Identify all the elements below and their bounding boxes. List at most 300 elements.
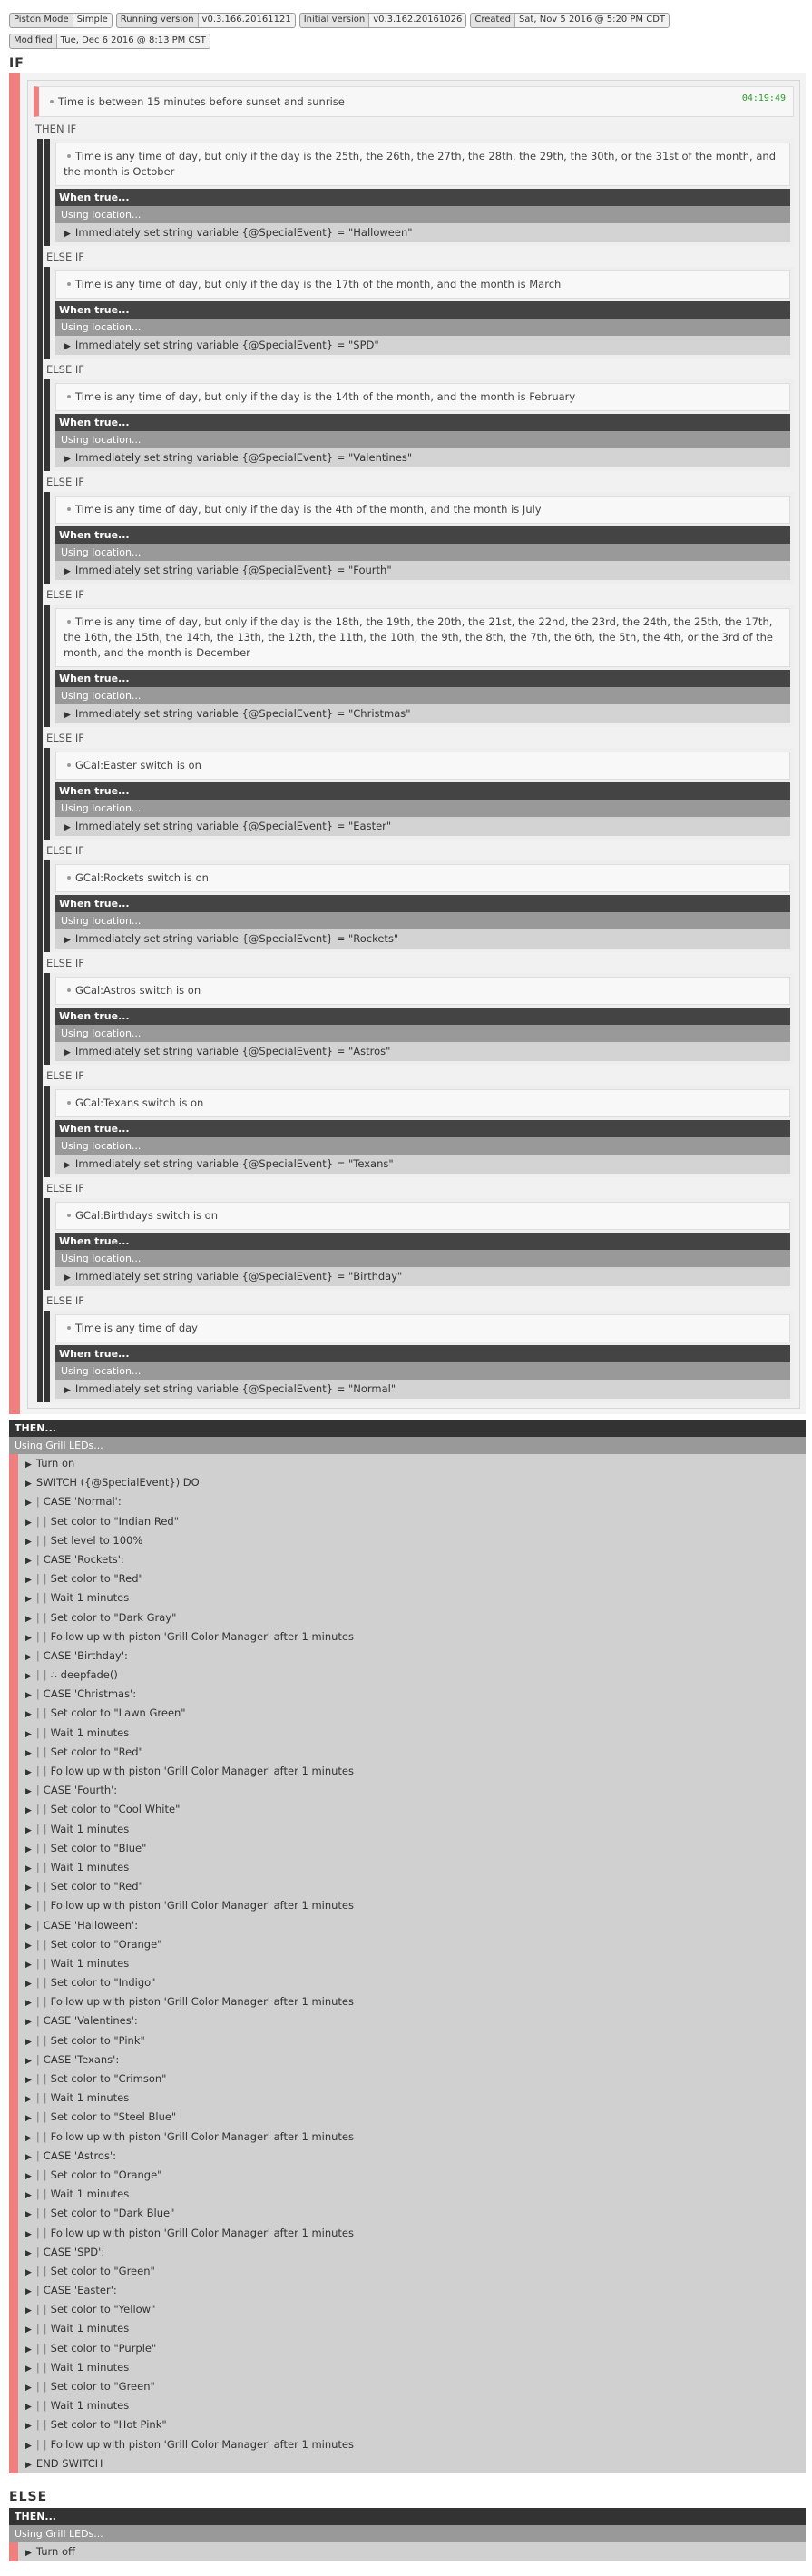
action-row[interactable] xyxy=(18,1954,806,1973)
action-row[interactable] xyxy=(18,1858,806,1877)
play-icon: ▶ xyxy=(25,1633,32,1643)
indent-guide: | xyxy=(35,2303,40,2316)
action-row-text: Turn off xyxy=(35,2544,75,2558)
action-row[interactable] xyxy=(18,1454,806,1473)
using-location-label[interactable]: Using location... xyxy=(55,206,790,223)
action-row[interactable] xyxy=(18,2147,806,2166)
indent-guide: | xyxy=(35,2226,40,2239)
play-icon: ▶ xyxy=(25,2422,32,2432)
play-icon: ▶ xyxy=(25,1652,32,1662)
action-row-text: CASE 'Texans': xyxy=(43,2052,120,2066)
play-icon: ▶ xyxy=(25,2460,32,2470)
play-icon: ▶ xyxy=(25,1710,32,1720)
branch-condition[interactable] xyxy=(55,270,790,299)
play-icon: ▶ xyxy=(25,2403,32,2413)
branch-condition-text: GCal:Rockets switch is on xyxy=(75,871,209,884)
bullet-icon xyxy=(67,1101,71,1105)
when-true-label: When true... xyxy=(55,301,790,319)
bullet-icon xyxy=(67,395,71,398)
action-row[interactable] xyxy=(18,2300,806,2319)
else-keyword: ELSE xyxy=(9,2489,48,2504)
play-icon: ▶ xyxy=(25,2248,32,2258)
branch-condition-text: Time is any time of day, but only if the day is the 17th of the month, and the month is March xyxy=(75,278,562,290)
when-true-label: When true... xyxy=(55,895,790,912)
indent-guide: | xyxy=(35,2168,40,2181)
indent-guide: | xyxy=(43,2168,47,2181)
action-row[interactable] xyxy=(18,2415,806,2434)
indent-guide: | xyxy=(43,1995,47,2009)
indent-guide: | xyxy=(35,1822,40,1835)
using-location-label[interactable]: Using location... xyxy=(55,800,790,817)
play-icon: ▶ xyxy=(25,2306,32,2316)
header-tag-value: Simple xyxy=(73,14,112,27)
action-row-text: Set color to "Red" xyxy=(50,1880,143,1893)
play-icon: ▶ xyxy=(25,2267,32,2277)
action-row[interactable] xyxy=(18,2011,806,2030)
action-row-text: Follow up with piston 'Grill Color Manager' after 1 minutes xyxy=(50,2129,355,2143)
if-keyword: IF xyxy=(9,56,24,71)
indent-guide: | xyxy=(35,2360,40,2374)
action-row-text: Set color to "Indigo" xyxy=(50,1976,156,1990)
piston-header xyxy=(9,13,803,54)
indent-guide: | xyxy=(43,1572,47,1586)
action-row-text: Follow up with piston 'Grill Color Manager' after 1 minutes xyxy=(50,2226,355,2239)
using-location-label[interactable]: Using location... xyxy=(55,319,790,336)
else-if-label: ELSE IF xyxy=(46,1294,84,1307)
action-row[interactable] xyxy=(18,2166,806,2185)
action-row[interactable] xyxy=(18,1762,806,1781)
action-row[interactable] xyxy=(18,1588,806,1608)
branch-condition[interactable] xyxy=(55,143,790,186)
indent-guide: | xyxy=(43,1745,47,1758)
action-row[interactable] xyxy=(18,1627,806,1647)
condition-branch xyxy=(44,492,794,584)
action-row[interactable] xyxy=(18,1992,806,2011)
action-row[interactable] xyxy=(18,1666,806,1685)
indent-guide: | xyxy=(35,1899,40,1912)
play-icon: ▶ xyxy=(25,2133,32,2143)
indent-guide: | xyxy=(35,2052,40,2066)
indent-guide: | xyxy=(35,2322,40,2335)
action-row-text: Set color to "Orange" xyxy=(50,2168,162,2181)
action-row-text: CASE 'Christmas': xyxy=(43,1687,137,1701)
action-row-text: END SWITCH xyxy=(35,2456,103,2470)
play-icon: ▶ xyxy=(25,2364,32,2374)
branch-action-text: Immediately set string variable {@SpecialEvent} = "Astros" xyxy=(74,1045,391,1057)
action-row-text: CASE 'Halloween': xyxy=(43,1918,139,1932)
header-tag xyxy=(116,13,296,28)
using-location-label[interactable]: Using location... xyxy=(55,431,790,448)
action-row-text: Set color to "Blue" xyxy=(50,1841,147,1854)
branch-action[interactable] xyxy=(55,1155,790,1174)
action-row[interactable] xyxy=(18,2204,806,2223)
play-icon: ▶ xyxy=(25,1595,32,1605)
action-row[interactable] xyxy=(18,1724,806,1743)
action-row-text: Set color to "Hot Pink" xyxy=(50,2418,167,2432)
branch-action[interactable] xyxy=(55,704,790,723)
when-true-label: When true... xyxy=(55,526,790,544)
indent-guide: | xyxy=(35,2380,40,2393)
branch-condition[interactable] xyxy=(55,1202,790,1230)
indent-guide: | xyxy=(35,2110,40,2124)
play-icon: ▶ xyxy=(25,1863,32,1873)
action-row-text: ∴ deepfade() xyxy=(50,1668,118,1682)
branch-condition-text: GCal:Easter switch is on xyxy=(75,759,201,772)
then-section xyxy=(9,1420,806,2473)
play-icon: ▶ xyxy=(25,1883,32,1893)
indent-guide: | xyxy=(35,1648,40,1662)
play-icon: ▶ xyxy=(25,1903,32,1912)
indent-guide: | xyxy=(43,2033,47,2047)
action-row-text: Wait 1 minutes xyxy=(50,2322,130,2335)
else-if-label: ELSE IF xyxy=(46,957,84,969)
action-row[interactable] xyxy=(18,1608,806,1627)
action-row[interactable] xyxy=(18,2396,806,2415)
bullet-icon xyxy=(67,507,71,511)
play-icon: ▶ xyxy=(64,1273,71,1283)
else-if-label: ELSE IF xyxy=(46,732,84,744)
action-row[interactable] xyxy=(18,1743,806,1762)
action-row[interactable] xyxy=(18,1839,806,1858)
branch-condition-text: GCal:Texans switch is on xyxy=(75,1096,204,1109)
action-row[interactable] xyxy=(18,1531,806,1550)
action-row[interactable] xyxy=(18,1877,806,1896)
branch-action[interactable] xyxy=(55,817,790,836)
branch-condition-text: Time is any time of day, but only if the day is the 25th, the 26th, the 27th, the 28th, the 29th, the 30th, or the 31st of the month, and the month is October xyxy=(64,150,776,178)
indent-guide: | xyxy=(35,2091,40,2105)
else-using-device[interactable]: Using Grill LEDs... xyxy=(9,2525,806,2542)
using-location-label[interactable]: Using location... xyxy=(55,912,790,929)
play-icon: ▶ xyxy=(25,1518,32,1528)
action-row[interactable] xyxy=(18,2031,806,2050)
indent-guide: | xyxy=(43,1610,47,1624)
branch-action-text: Immediately set string variable {@SpecialEvent} = "Christmas" xyxy=(74,707,411,720)
if-inner-block xyxy=(27,80,800,1409)
action-row[interactable] xyxy=(18,2128,806,2147)
indent-guide: | xyxy=(43,1514,47,1528)
indent-guide: | xyxy=(35,2418,40,2432)
indent-guide: | xyxy=(35,1591,40,1605)
header-row-2 xyxy=(9,34,803,49)
branch-condition[interactable] xyxy=(55,1089,790,1117)
play-icon: ▶ xyxy=(25,2114,32,2124)
indent-guide: | xyxy=(35,1918,40,1932)
action-row[interactable] xyxy=(18,2050,806,2070)
bullet-icon xyxy=(67,988,71,992)
indent-guide: | xyxy=(35,1572,40,1586)
play-icon: ▶ xyxy=(25,1729,32,1739)
indent-guide: | xyxy=(43,1880,47,1893)
indent-guide: | xyxy=(43,1937,47,1951)
indent-guide: | xyxy=(35,1745,40,1758)
timer: 04:19:49 xyxy=(741,93,786,103)
when-true-label: When true... xyxy=(55,414,790,431)
action-row-text: Set color to "Red" xyxy=(50,1745,143,1758)
condition-branch xyxy=(44,139,794,246)
branch-action-text: Immediately set string variable {@SpecialEvent} = "Birthday" xyxy=(74,1270,403,1283)
condition-branch xyxy=(44,1311,794,1402)
indent-guide: | xyxy=(43,1533,47,1547)
indent-guide: | xyxy=(43,2437,47,2451)
action-row[interactable] xyxy=(18,1800,806,1819)
play-icon: ▶ xyxy=(25,1748,32,1758)
using-location-label[interactable]: Using location... xyxy=(55,1025,790,1042)
action-row-text: Set color to "Dark Gray" xyxy=(50,1610,177,1624)
indent-guide: | xyxy=(43,2226,47,2239)
then-using-device[interactable]: Using Grill LEDs... xyxy=(9,1437,806,1454)
bullet-icon xyxy=(50,100,54,103)
action-row[interactable] xyxy=(18,2542,806,2561)
indent-guide: | xyxy=(35,1937,40,1951)
indent-guide: | xyxy=(43,2360,47,2374)
indent-guide: | xyxy=(43,2188,47,2201)
action-row[interactable] xyxy=(18,2377,806,2396)
action-row-text: Set level to 100% xyxy=(50,1533,143,1547)
branch-action[interactable] xyxy=(55,448,790,467)
action-row-text: Set color to "Indian Red" xyxy=(50,1514,179,1528)
play-icon: ▶ xyxy=(25,1672,32,1682)
action-row[interactable] xyxy=(18,1647,806,1666)
action-row-text: Follow up with piston 'Grill Color Manager' after 1 minutes xyxy=(50,2437,355,2451)
when-true-label: When true... xyxy=(55,1233,790,1250)
else-then-keyword: THEN... xyxy=(9,2508,806,2525)
indent-guide: | xyxy=(43,1706,47,1720)
branch-condition[interactable] xyxy=(55,864,790,892)
action-row-text: Follow up with piston 'Grill Color Manager' after 1 minutes xyxy=(50,1765,355,1777)
branch-condition-text: GCal:Astros switch is on xyxy=(75,984,201,997)
branch-action[interactable] xyxy=(55,1042,790,1061)
header-tag-label: Initial version xyxy=(303,15,366,25)
action-row-text: Set color to "Green" xyxy=(50,2380,155,2393)
condition-branch xyxy=(44,379,794,471)
indent-guide: | xyxy=(35,2014,40,2028)
else-if-label: ELSE IF xyxy=(46,476,84,488)
branch-action-text: Immediately set string variable {@SpecialEvent} = "Fourth" xyxy=(74,564,392,576)
play-icon: ▶ xyxy=(25,2287,32,2297)
action-row-text: Set color to "Steel Blue" xyxy=(50,2110,177,2124)
indent-guide: | xyxy=(35,1610,40,1624)
action-row[interactable] xyxy=(18,2224,806,2243)
indent-guide: | xyxy=(35,1495,40,1509)
when-true-label: When true... xyxy=(55,1120,790,1137)
else-if-label: ELSE IF xyxy=(46,1069,84,1082)
play-icon: ▶ xyxy=(25,1960,32,1970)
branch-condition-text: GCal:Birthdays switch is on xyxy=(75,1209,219,1222)
action-row-text: CASE 'Rockets': xyxy=(43,1552,124,1566)
branch-action-text: Immediately set string variable {@SpecialEvent} = "Valentines" xyxy=(74,451,413,464)
action-row[interactable] xyxy=(18,1685,806,1704)
play-icon: ▶ xyxy=(64,230,71,239)
branch-action[interactable] xyxy=(55,929,790,949)
branch-condition[interactable] xyxy=(55,1314,790,1342)
indent-guide: | xyxy=(35,2072,40,2085)
branch-action-text: Immediately set string variable {@SpecialEvent} = "Texans" xyxy=(74,1157,394,1170)
branch-action[interactable] xyxy=(55,223,790,242)
action-row-text: Wait 1 minutes xyxy=(50,1956,130,1970)
action-row[interactable] xyxy=(18,2281,806,2300)
bullet-icon xyxy=(67,154,71,158)
indent-guide: | xyxy=(35,2245,40,2258)
condition-branch xyxy=(44,860,794,952)
branch-condition[interactable] xyxy=(55,496,790,524)
play-icon: ▶ xyxy=(25,2345,32,2355)
indent-guide: | xyxy=(43,1976,47,1990)
action-row[interactable] xyxy=(18,1473,806,1492)
then-if-label: THEN IF xyxy=(35,123,77,135)
indent-guide: | xyxy=(35,1629,40,1643)
indent-guide: | xyxy=(35,2033,40,2047)
indent-guide: | xyxy=(43,2322,47,2335)
main-condition[interactable] xyxy=(34,86,794,117)
play-icon: ▶ xyxy=(25,1576,32,1586)
action-row-text: Wait 1 minutes xyxy=(50,1822,130,1835)
play-icon: ▶ xyxy=(64,1048,71,1057)
indent-guide: | xyxy=(43,2129,47,2143)
action-row[interactable] xyxy=(18,1704,806,1723)
play-icon: ▶ xyxy=(25,1941,32,1951)
action-row-text: Turn on xyxy=(35,1457,75,1470)
action-row-text: Set color to "Purple" xyxy=(50,2341,157,2355)
branch-action-text: Immediately set string variable {@SpecialEvent} = "Rockets" xyxy=(74,932,399,945)
action-row-text: Set color to "Dark Blue" xyxy=(50,2207,175,2220)
action-row-text: Follow up with piston 'Grill Color Manager' after 1 minutes xyxy=(50,1899,355,1912)
condition-branch xyxy=(44,748,794,840)
indent-guide: | xyxy=(35,1765,40,1777)
branch-condition[interactable] xyxy=(55,383,790,411)
using-location-label[interactable]: Using location... xyxy=(55,544,790,561)
action-row-text: CASE 'Valentines': xyxy=(43,2014,138,2028)
branch-condition[interactable] xyxy=(55,608,790,667)
branch-action-text: Immediately set string variable {@SpecialEvent} = "Easter" xyxy=(74,820,392,832)
action-row[interactable] xyxy=(18,2319,806,2338)
action-row-text: Set color to "Red" xyxy=(50,1572,143,1586)
action-row[interactable] xyxy=(18,2243,806,2262)
action-row[interactable] xyxy=(18,2185,806,2204)
indent-guide: | xyxy=(35,1668,40,1682)
condition-branch xyxy=(44,605,794,727)
branch-action[interactable] xyxy=(55,561,790,580)
action-row[interactable] xyxy=(18,1512,806,1531)
using-location-label[interactable]: Using location... xyxy=(55,1137,790,1155)
indent-guide: | xyxy=(35,1784,40,1797)
action-row[interactable] xyxy=(18,1896,806,1915)
branch-action[interactable] xyxy=(55,1380,790,1399)
action-row-text: Wait 1 minutes xyxy=(50,1726,130,1739)
action-row[interactable] xyxy=(18,1492,806,1511)
play-icon: ▶ xyxy=(25,1980,32,1990)
action-row[interactable] xyxy=(18,1935,806,1954)
indent-guide: | xyxy=(35,2148,40,2162)
bullet-icon xyxy=(67,1326,71,1330)
play-icon: ▶ xyxy=(25,1460,32,1470)
play-icon: ▶ xyxy=(25,2152,32,2162)
using-location-label[interactable]: Using location... xyxy=(55,1250,790,1267)
indent-guide: | xyxy=(43,1822,47,1835)
indent-guide: | xyxy=(35,1552,40,1566)
action-row[interactable] xyxy=(18,1550,806,1569)
action-row-text: Set color to "Green" xyxy=(50,2264,155,2277)
action-row[interactable] xyxy=(18,1973,806,1992)
action-row-text: Set color to "Yellow" xyxy=(50,2303,156,2316)
action-row[interactable] xyxy=(18,2435,806,2454)
branch-action[interactable] xyxy=(55,336,790,355)
play-icon: ▶ xyxy=(25,1825,32,1835)
play-icon: ▶ xyxy=(25,2548,32,2558)
play-icon: ▶ xyxy=(64,1161,71,1170)
action-row-text: CASE 'Easter': xyxy=(43,2284,117,2297)
branch-condition-text: Time is any time of day, but only if the day is the 14th of the month, and the month is February xyxy=(75,390,576,403)
indent-guide: | xyxy=(43,1591,47,1605)
play-icon: ▶ xyxy=(25,1768,32,1777)
branch-condition[interactable] xyxy=(55,977,790,1005)
indent-guide: | xyxy=(43,2072,47,2085)
indent-guide: | xyxy=(35,1976,40,1990)
action-row[interactable] xyxy=(18,2108,806,2127)
action-row[interactable] xyxy=(18,2262,806,2281)
action-row[interactable] xyxy=(18,1820,806,1839)
play-icon: ▶ xyxy=(25,1480,32,1490)
action-row-text: Wait 1 minutes xyxy=(50,2360,130,2374)
play-icon: ▶ xyxy=(25,2384,32,2393)
action-row[interactable] xyxy=(18,1781,806,1800)
indent-guide: | xyxy=(43,2399,47,2413)
bullet-icon xyxy=(67,282,71,286)
indent-guide: | xyxy=(35,1956,40,1970)
indent-guide: | xyxy=(35,1687,40,1701)
play-icon: ▶ xyxy=(25,1556,32,1566)
indent-guide: | xyxy=(35,1841,40,1854)
branch-action[interactable] xyxy=(55,1267,790,1286)
play-icon: ▶ xyxy=(25,1844,32,1854)
when-true-label: When true... xyxy=(55,189,790,206)
play-icon: ▶ xyxy=(25,2229,32,2239)
indent-guide: | xyxy=(43,2264,47,2277)
header-tag-value: Tue, Dec 6 2016 @ 8:13 PM CST xyxy=(56,34,210,48)
action-row[interactable] xyxy=(18,2339,806,2358)
branch-condition-text: Time is any time of day, but only if the day is the 18th, the 19th, the 20th, the 21st, the 22nd, the 23rd, the 24th, the 25th, the 17th, the 16th, the 15th, the 14th, the 13th, the 12th, the 11th, the 10th, the 9th, the 8th, the 7th, the 6th, the 5th, the 4th, or the 3rd of the month, and the month is December xyxy=(64,615,773,659)
action-row[interactable] xyxy=(18,2070,806,2089)
action-row-text: CASE 'Birthday': xyxy=(43,1648,128,1662)
action-row[interactable] xyxy=(18,1569,806,1588)
action-row[interactable] xyxy=(18,2089,806,2108)
indent-guide: | xyxy=(35,2264,40,2277)
action-row-text: Set color to "Pink" xyxy=(50,2033,145,2047)
branch-condition-text: Time is any time of day xyxy=(75,1322,198,1334)
else-if-label: ELSE IF xyxy=(46,363,84,376)
action-row-text: Wait 1 minutes xyxy=(50,1860,130,1873)
action-row-text: Set color to "Orange" xyxy=(50,1937,162,1951)
action-row-text: Set color to "Crimson" xyxy=(50,2072,167,2085)
then-action-list xyxy=(9,1454,806,2473)
piston-body xyxy=(9,56,806,2561)
using-location-label[interactable]: Using location... xyxy=(55,1362,790,1380)
indent-guide: | xyxy=(35,1726,40,1739)
indent-guide: | xyxy=(43,1629,47,1643)
condition-branch xyxy=(44,267,794,359)
action-row[interactable] xyxy=(18,2454,806,2473)
bullet-icon xyxy=(67,763,71,767)
using-location-label[interactable]: Using location... xyxy=(55,687,790,704)
header-row-1 xyxy=(9,13,803,28)
branch-condition[interactable] xyxy=(55,752,790,780)
play-icon: ▶ xyxy=(25,2191,32,2201)
action-row[interactable] xyxy=(18,1916,806,1935)
else-if-label: ELSE IF xyxy=(46,251,84,263)
play-icon: ▶ xyxy=(64,1386,71,1395)
action-row-text: CASE 'Fourth': xyxy=(43,1784,118,1797)
indent-guide: | xyxy=(43,2091,47,2105)
action-row[interactable] xyxy=(18,2358,806,2377)
